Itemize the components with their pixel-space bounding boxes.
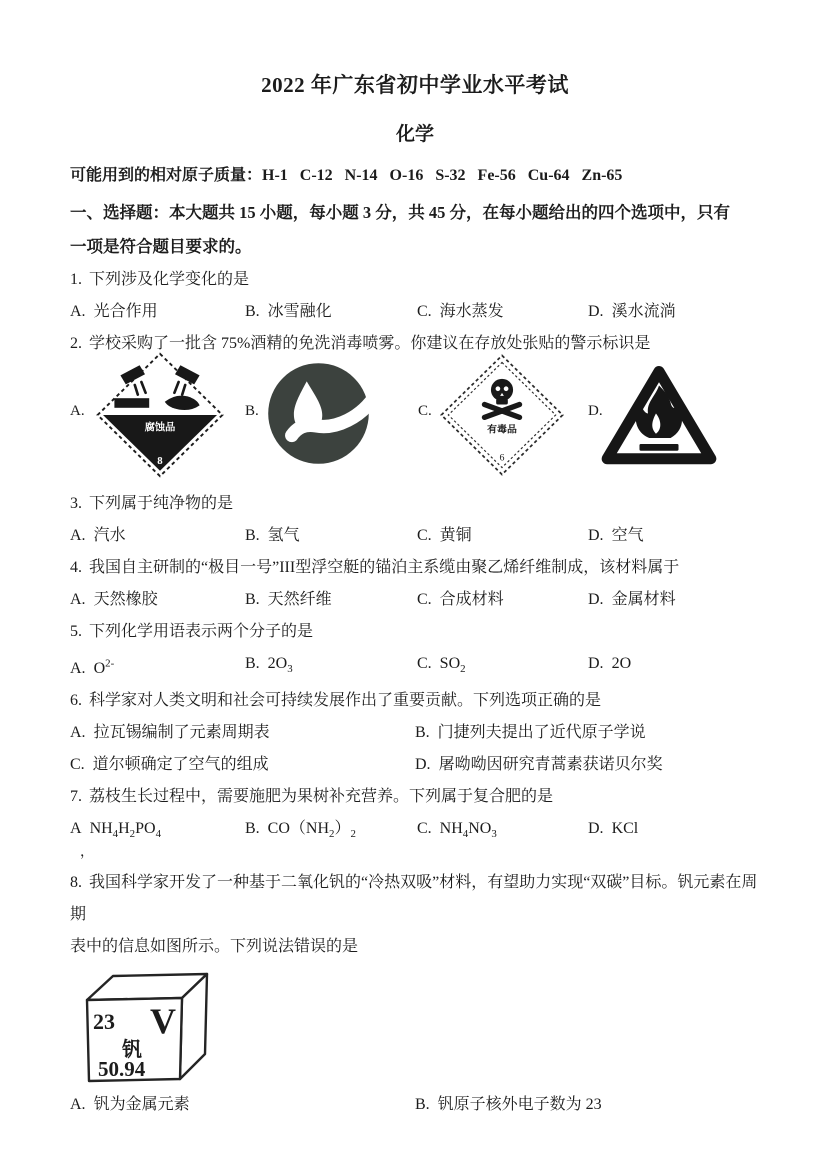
- option-d: [588, 648, 760, 685]
- option-formula: $NH_4NO_3$: [439, 820, 497, 841]
- option-label: C.: [417, 820, 432, 838]
- option-formula: KCl: [611, 820, 639, 838]
- option-d: [588, 520, 760, 552]
- question-5: [70, 616, 760, 685]
- option-text: 冰雪融化: [267, 303, 332, 320]
- atomic-mass: 50.94: [98, 1056, 146, 1081]
- question-stem-text: 学校采购了一批含 75%酒精的免洗消毒喷雾。你建议在存放处张贴的警示标识是: [89, 335, 651, 352]
- question-number: 4.: [70, 559, 82, 576]
- option-label: D.: [588, 820, 604, 838]
- option-label: C.: [417, 591, 432, 608]
- page-subtitle: 化学: [395, 124, 434, 145]
- question-6-options: [70, 717, 760, 781]
- option-label: A.: [70, 724, 86, 742]
- option-label: A.: [70, 591, 86, 608]
- water-conservation-icon: [265, 360, 372, 467]
- option-label: C.: [417, 527, 432, 544]
- option-label: B.: [245, 303, 260, 320]
- option-c: [417, 520, 588, 552]
- question-number: 5.: [70, 623, 82, 640]
- question-number: 8.: [70, 873, 82, 891]
- option-text: 溪水流淌: [611, 303, 676, 320]
- section-intro-line2: 一项是符合题目要求的。: [70, 237, 252, 256]
- question-4-options: [70, 584, 760, 616]
- question-7: [70, 781, 760, 861]
- question-number: 6.: [70, 692, 82, 710]
- option-text: 氢气: [267, 527, 300, 544]
- question-8-stem-line2: 表中的信息如图所示。下列说法错误的是: [70, 937, 359, 955]
- question-number: 7.: [70, 788, 82, 806]
- option-label: B.: [245, 591, 260, 608]
- question-4: [70, 552, 760, 616]
- option-d: [588, 584, 760, 616]
- option-c: [417, 813, 588, 850]
- option-b: [245, 296, 417, 328]
- option-label: A.: [70, 660, 86, 678]
- question-6-stem: [70, 685, 760, 717]
- option-text: 天然纤维: [267, 591, 332, 608]
- vanadium-element-cube: [78, 967, 210, 1085]
- corrosive-hazard-icon: [94, 350, 226, 480]
- question-stem-text: 荔枝生长过程中，需要施肥为果树补充营养。下列属于复合肥的是: [89, 788, 554, 806]
- question-stem-text: 下列化学用语表示两个分子的是: [89, 623, 314, 640]
- option-label: B.: [415, 724, 430, 742]
- question-number: 3.: [70, 495, 82, 512]
- question-3-options: [70, 520, 760, 552]
- option-text: 屠呦呦因研究青蒿素获诺贝尔奖: [438, 756, 663, 774]
- option-label: C.: [417, 655, 432, 672]
- option-text: 钒为金属元素: [93, 1095, 190, 1113]
- option-d: [588, 813, 760, 850]
- option-text: 汽水: [93, 527, 126, 544]
- question-5-stem: [70, 616, 760, 648]
- option-b: [415, 1089, 760, 1121]
- option-d: [415, 749, 760, 781]
- option-a: [70, 296, 245, 328]
- option-a: [70, 584, 245, 616]
- question-3: [70, 488, 760, 552]
- element-cube-figure: [70, 963, 760, 1085]
- page-title: 2022 年广东省初中学业水平考试: [261, 73, 569, 97]
- question-5-options: [70, 648, 760, 685]
- option-formula: $O^{2-}$: [93, 658, 115, 678]
- question-stem-text: 下列涉及化学变化的是: [89, 271, 250, 288]
- option-text: 金属材料: [611, 591, 676, 608]
- question-stem-text: 我国自主研制的“极目一号”III型浮空艇的锚泊主系缆由聚乙烯纤维制成，该材料属于: [89, 559, 680, 576]
- option-c: [417, 648, 588, 685]
- option-text: 门捷列夫提出了近代原子学说: [437, 724, 646, 742]
- element-symbol: V: [150, 1000, 176, 1041]
- option-label: B.: [245, 820, 260, 838]
- toxic-label-text: 有毒品: [487, 424, 517, 436]
- question-7-stem: [70, 781, 760, 813]
- option-text: 海水蒸发: [439, 303, 504, 320]
- question-7-options: [70, 813, 760, 861]
- section-intro-line1: 一、选择题：本大题共 15 小题，每小题 3 分，共 45 分，在每小题给出的四个选项中，只有: [70, 203, 730, 222]
- option-b-label: B.: [245, 403, 259, 419]
- option-c: [70, 749, 415, 781]
- scan-artifact: ，: [80, 845, 94, 861]
- option-b: [415, 717, 760, 749]
- option-a: [70, 1089, 415, 1121]
- option-c: [417, 296, 588, 328]
- option-text: 空气: [611, 527, 644, 544]
- option-formula: 2O: [611, 655, 632, 672]
- option-d-label: D.: [588, 403, 603, 419]
- option-label: D.: [588, 655, 604, 672]
- question-8-options: [70, 1089, 760, 1121]
- question-2: [70, 328, 760, 488]
- question-1-stem: [70, 264, 760, 296]
- toxic-hazard-icon: [437, 352, 567, 478]
- option-c: [417, 584, 588, 616]
- option-text: 钒原子核外电子数为 23: [437, 1095, 602, 1113]
- question-8-stem-line1: [70, 867, 760, 931]
- option-label: A.: [70, 527, 86, 544]
- corrosive-class-number: 8: [157, 455, 163, 468]
- option-text: 光合作用: [93, 303, 158, 320]
- option-label: D.: [415, 756, 431, 774]
- question-6: [70, 685, 760, 781]
- question-2-option-images: [70, 360, 760, 488]
- element-name: 钒: [122, 1038, 142, 1061]
- option-label: A.: [70, 1095, 86, 1113]
- question-1: [70, 264, 760, 328]
- option-text: 合成材料: [439, 591, 504, 608]
- option-b: [245, 520, 417, 552]
- option-label: C.: [70, 756, 85, 774]
- option-a-label: A.: [70, 403, 85, 419]
- flammable-warning-icon: [598, 362, 720, 470]
- question-8: [70, 867, 760, 1121]
- question-4-stem: [70, 552, 760, 584]
- atomic-number: 23: [93, 1008, 115, 1034]
- question-number: 1.: [70, 271, 82, 288]
- toxic-class-number: 6: [499, 452, 505, 464]
- question-1-options: [70, 296, 760, 328]
- atomic-mass-note: 可能用到的相对原子质量：H-1 C-12 N-14 O-16 S-32 Fe-56 Cu-64 Zn-65: [70, 167, 623, 184]
- option-label: C.: [417, 303, 432, 320]
- option-label: B.: [415, 1095, 430, 1113]
- option-text: 道尔顿确定了空气的组成: [92, 756, 269, 774]
- option-label: B.: [245, 655, 260, 672]
- option-label: A.: [70, 303, 86, 320]
- option-formula: $SO_2$: [439, 655, 466, 676]
- corrosive-label-text: 腐蚀品: [144, 422, 176, 434]
- option-a: [70, 648, 245, 685]
- question-stem-text: 下列属于纯净物的是: [89, 495, 234, 512]
- option-text: 黄铜: [439, 527, 472, 544]
- option-b: [245, 813, 417, 850]
- option-text: 天然橡胶: [93, 591, 158, 608]
- option-c-label: C.: [418, 403, 432, 419]
- option-text: 拉瓦锡编制了元素周期表: [93, 724, 270, 742]
- option-formula: $2O_3$: [267, 655, 293, 676]
- option-label: B.: [245, 527, 260, 544]
- option-a: [70, 813, 245, 850]
- question-stem-text: 我国科学家开发了一种基于二氧化钒的“冷热双吸”材料，有望助力实现“双碳”目标。钒元素在周期: [70, 873, 758, 923]
- question-number: 2.: [70, 335, 82, 352]
- option-label: D.: [588, 303, 604, 320]
- option-formula: $CO(NH_2)_2$: [267, 820, 356, 841]
- option-label: D.: [588, 527, 604, 544]
- option-a: [70, 717, 415, 749]
- option-b: [245, 648, 417, 685]
- option-a: [70, 520, 245, 552]
- option-label: D.: [588, 591, 604, 608]
- option-d: [588, 296, 760, 328]
- option-formula: $NH_4H_2PO_4$: [89, 820, 161, 841]
- question-3-stem: [70, 488, 760, 520]
- question-stem-text: 科学家对人类文明和社会可持续发展作出了重要贡献。下列选项正确的是: [89, 692, 602, 710]
- option-b: [245, 584, 417, 616]
- option-label: A: [70, 820, 82, 838]
